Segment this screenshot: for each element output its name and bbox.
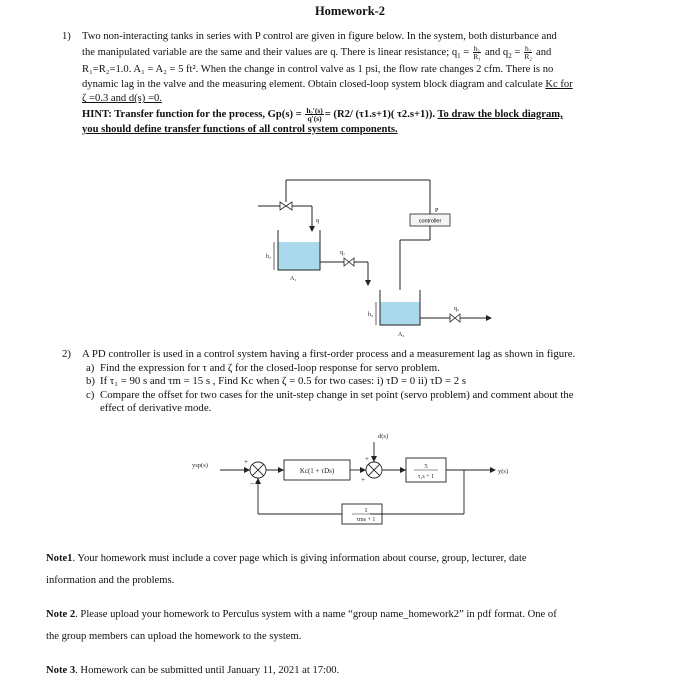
outflow-arrow-icon [486,315,492,321]
q1-sub-2: 2 [508,51,512,60]
question-1-number: 1) [62,31,71,42]
fraction-r1: R₁ [473,51,481,61]
q2-part-c-cont: effect of derivative mode. [100,402,212,415]
q2-intro [62,348,682,362]
q2-part-c-text-1: Compare the offset for two cases for the unit-step change in set point (servo problem) and comment about the [100,388,574,401]
valve-1-icon [344,258,354,266]
note-2 [46,604,676,648]
fraction-h1: h₁ [473,43,481,53]
feedback-den: τms + 1 [356,517,376,523]
note-1-line-1 [46,548,676,570]
hint-transfer: = (R2/ (τ1.s+1)( τ2.s+1)). [324,108,438,120]
q1-sub-1: 1 [457,51,461,60]
h2-label: h₂ [368,312,374,318]
note-1-text-a: . Your homework must include a cover page which is giving information about course, group, lecturer, date [72,553,527,564]
q1-line-2b: and q [482,46,509,58]
q1-kc: Kc for [545,78,573,90]
q2-part-b-label: b) [86,375,95,388]
sum2-plus-top: + [365,455,369,463]
q1-line-2 [68,45,668,64]
arrow-output-icon [490,467,496,473]
note-1-line-2: information and the problems. [46,575,175,586]
q1-line-1: Two non-interacting tanks in series with P control are given in figure below. In the system, both disturbance and [82,31,557,42]
q1-hint [68,107,668,123]
hint-block-diagram: To draw the block diagram, [437,108,563,120]
sum2-plus-left: + [361,476,365,484]
q1-eq-1: = [460,46,472,58]
fraction-h1-r1 [473,45,481,60]
question-2-number: 2) [62,348,71,360]
tank-2-water [381,302,420,325]
q1-line-4a: dynamic lag in the valve and the measuring element. Obtain closed-loop system block diagram and calculate [82,78,546,90]
process-num: 5 [424,463,428,470]
tank-1-water [279,242,320,270]
q2-part-b [62,375,682,389]
arrow-to-sum2-icon [360,467,366,473]
note-2-text-a: . Please upload your homework to Perculus system with a name “group name_homework2” in pdf format. One of [75,609,557,620]
tank-system-figure [240,170,520,340]
arrow-disturbance-icon [371,456,377,462]
note-3-label: Note 3 [46,665,76,676]
note-2-line-1 [46,604,676,626]
q1-label: q₁ [340,250,346,256]
fraction-r2: R₂ [524,51,532,61]
q-label: q [316,218,319,224]
block-diagram-figure [192,428,522,534]
note-3-text-a: . Homework can be submitted until January 11, 2021 at 17:00. [75,665,340,676]
note-2-label: Note 2 [46,609,76,620]
ys-label: y(s) [498,468,509,475]
q2-label: q₂ [454,306,460,312]
controller-label: controller [418,218,442,225]
q1-eq-2: = [511,46,523,58]
valve-2-icon [450,314,460,322]
h1-label: h₁ [266,254,272,260]
q1-line-3: R₁=R₂=1.0. A₁ = A₂ = 5 ft². When the change in control valve as 1 psi, the flow rate changes 2 cfm. There is no [82,64,554,76]
fraction-h2-r2 [524,45,532,60]
hint-prefix: HINT: Transfer function for the process, Gp(s) = [82,108,305,120]
q1-line-4 [68,78,668,93]
fraction-h2: h₂ [524,43,532,53]
control-valve-icon [280,202,292,210]
p-label: P [435,208,439,214]
a2-label: A₂ [398,332,405,338]
question-2 [62,348,682,416]
note-3 [46,660,676,682]
process-den: τ₁s + 1 [417,474,435,480]
tank-1-outflow-arrow-icon [365,280,371,286]
page-title: Homework-2 [314,4,386,18]
q2-part-a-text: Find the expression for τ and ζ for the closed-loop response for servo problem. [100,361,440,374]
arrow-setpoint-icon [244,467,250,473]
a1-label: A₁ [290,276,297,282]
sum1-plus: + [244,458,248,466]
q1-line-2a: the manipulated variable are the same and their values are q. There is linear resistance; q [82,46,458,58]
q1-hint-2: you should define transfer functions of all control system components. [82,123,398,135]
q2-part-c-label: c) [86,388,95,401]
hint-fraction [305,107,323,122]
arrow-to-process-icon [400,467,406,473]
note-3-line-1 [46,660,676,682]
controller-tf: Kc(1 + τDs) [299,467,335,475]
arrow-feedback-icon [255,478,261,484]
ysp-label: ysp(s) [192,462,208,469]
q2-part-a [62,362,682,376]
question-1 [62,30,668,137]
arrow-to-controller-icon [278,467,284,473]
inflow-arrow-icon [309,226,315,232]
q2-part-c [62,389,682,403]
feedback-num: 1 [364,507,368,514]
note-1-label: Note1 [46,553,73,564]
q2-intro-text: A PD controller is used in a control system having a first-order process and a measurement lag as shown in figure. [82,348,576,360]
sum1-minus: − [250,479,255,488]
ds-label: d(s) [378,433,389,440]
q1-line-5: ζ =0.3 and d(s) =0. [82,93,162,105]
hint-fraction-den: q'(s) [307,114,322,124]
note-1 [46,548,676,592]
note-2-line-2: the group members can upload the homework to the system. [46,631,302,642]
q2-part-a-label: a) [86,361,95,374]
q1-line-2c: and [533,46,552,58]
hint-fraction-num: h₂'(s) [306,106,323,116]
q2-part-b-text: If τ₁ = 90 s and τm = 15 s , Find Kc when ζ = 0.5 for two cases: i) τD = 0 ii) τD = 2 s [100,375,467,388]
